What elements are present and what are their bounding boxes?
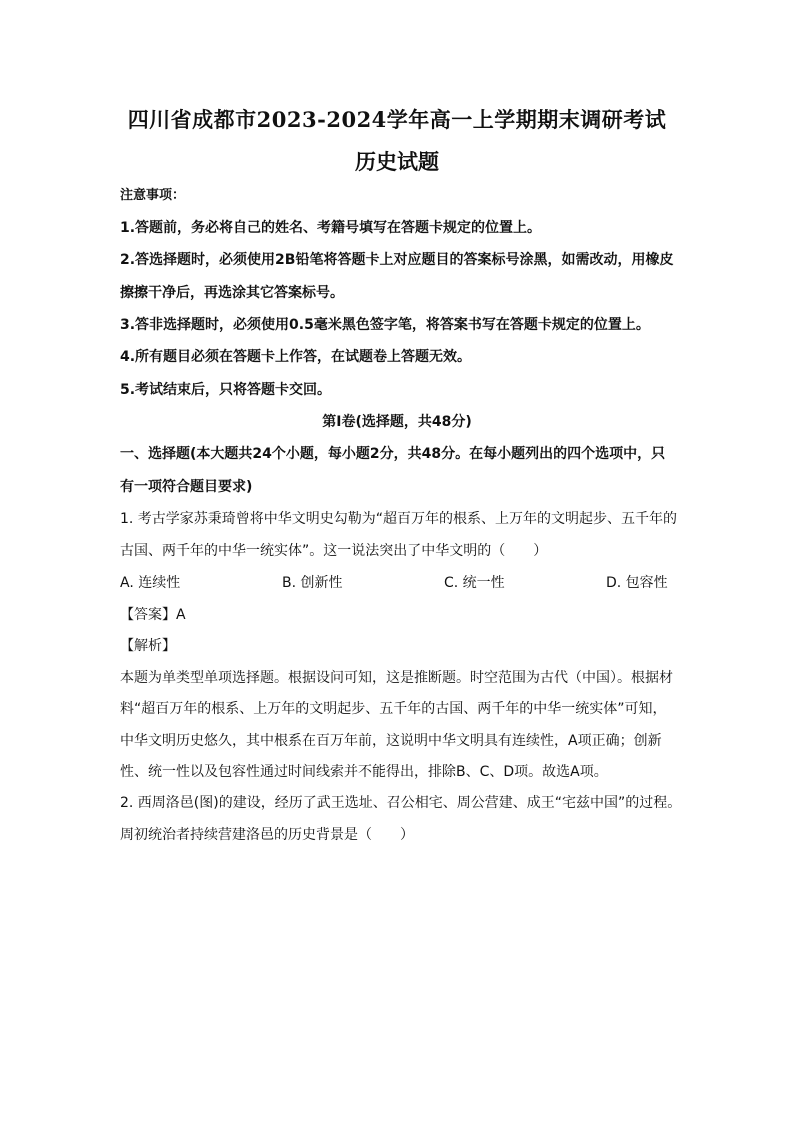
section-instructions: 一、选择题(本大题共24个小题，每小题2分，共48分。在每小题列出的四个选项中，只 [120,446,666,462]
question-1-analysis: 性、统一性以及包容性通过时间线索并不能得出，排除B、C、D项。故选A项。 [120,764,608,780]
section-heading: 第Ⅰ卷(选择题，共48分) [322,414,472,430]
section-instructions: 有一项符合题目要求) [120,479,253,495]
question-1-option-c: C. 统一性 [444,575,505,591]
document-title: 四川省成都市2023-2024学年高一上学期期末调研考试 [127,107,667,132]
question-1-stem: 古国、两千年的中华一统实体”。这一说法突出了中华文明的（ ） [120,543,548,559]
question-1-option-a: A. 连续性 [120,575,181,591]
question-1-analysis: 料“超百万年的根系、上万年的文明起步、五千年的古国、两千年的中华一统实体”可知， [120,701,667,717]
question-2-stem: 2. 西周洛邑(图)的建设，经历了武王选址、召公相宅、周公营建、成王“宅兹中国”的过程。 [120,795,682,811]
notice-item: 1.答题前，务必将自己的姓名、考籍号填写在答题卡规定的位置上。 [120,220,542,236]
notice-heading: 注意事项： [120,188,186,203]
question-1-analysis: 本题为单类型单项选择题。根据设问可知，这是推断题。时空范围为古代（中国）。根据材 [120,670,673,686]
question-1-analysis-heading: 【解析】 [120,638,176,654]
question-1-answer: 【答案】A [120,607,186,623]
document-subtitle: 历史试题 [355,149,439,174]
question-1-stem: 1. 考古学家苏秉琦曾将中华文明史勾勒为“超百万年的根系、上万年的文明起步、五千年的 [120,511,678,527]
question-1-option-b: B. 创新性 [282,575,343,591]
question-2-stem: 周初统治者持续营建洛邑的历史背景是（ ） [120,827,414,843]
notice-item: 擦擦干净后，再选涂其它答案标号。 [120,285,344,301]
notice-item: 5.考试结束后，只将答题卡交回。 [120,382,332,398]
notice-item: 4.所有题目必须在答题卡上作答，在试题卷上答题无效。 [120,349,472,365]
notice-item: 2.答选择题时，必须使用2B铅笔将答题卡上对应题目的答案标号涂黑，如需改动，用橡皮 [120,252,674,268]
notice-item: 3.答非选择题时，必须使用0.5毫米黑色签字笔，将答案书写在答题卡规定的位置上。 [120,317,650,333]
question-1-option-d: D. 包容性 [606,575,668,591]
question-1-analysis: 中华文明历史悠久，其中根系在百万年前，这说明中华文明具有连续性，A项正确；创新 [120,733,662,749]
